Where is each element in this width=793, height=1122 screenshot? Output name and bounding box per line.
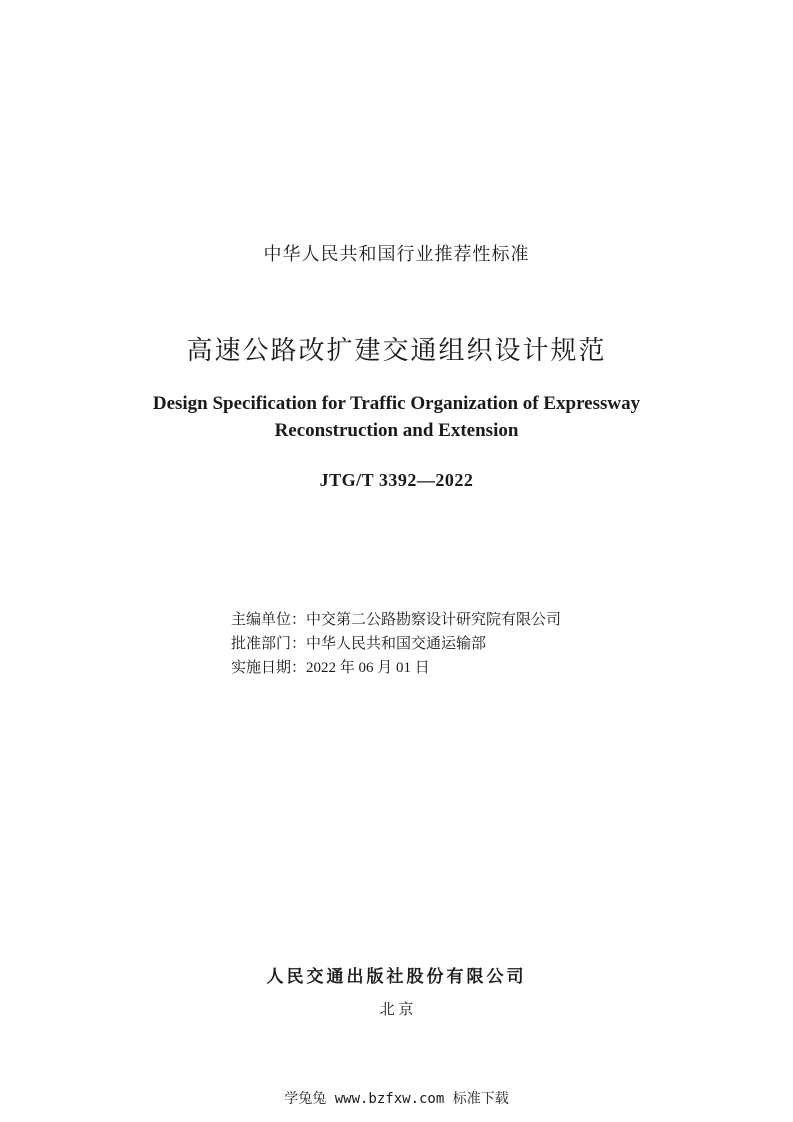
document-title-english-line1: Design Specification for Traffic Organization of Expressway xyxy=(152,393,641,414)
document-title-english-line2: Reconstruction and Extension xyxy=(274,420,519,441)
editor-unit: 主编单位：中交第二公路勘察设计研究院有限公司 xyxy=(231,612,562,628)
watermark-footer: 学兔兔 www.bzfxw.com 标准下载 xyxy=(284,1091,509,1107)
document-metadata xyxy=(231,608,561,680)
document-title-chinese: 高速公路改扩建交通组织设计规范 xyxy=(186,336,607,366)
approving-department: 批准部门：中华人民共和国交通运输部 xyxy=(231,636,487,652)
publisher-city: 北 京 xyxy=(379,1002,414,1018)
publisher-name: 人民交通出版社股份有限公司 xyxy=(266,967,527,987)
standard-series-heading: 中华人民共和国行业推荐性标准 xyxy=(263,244,530,265)
effective-date: 实施日期：2022 年 06 月 01 日 xyxy=(231,660,430,676)
standard-code: JTG/T 3392—2022 xyxy=(319,470,474,490)
